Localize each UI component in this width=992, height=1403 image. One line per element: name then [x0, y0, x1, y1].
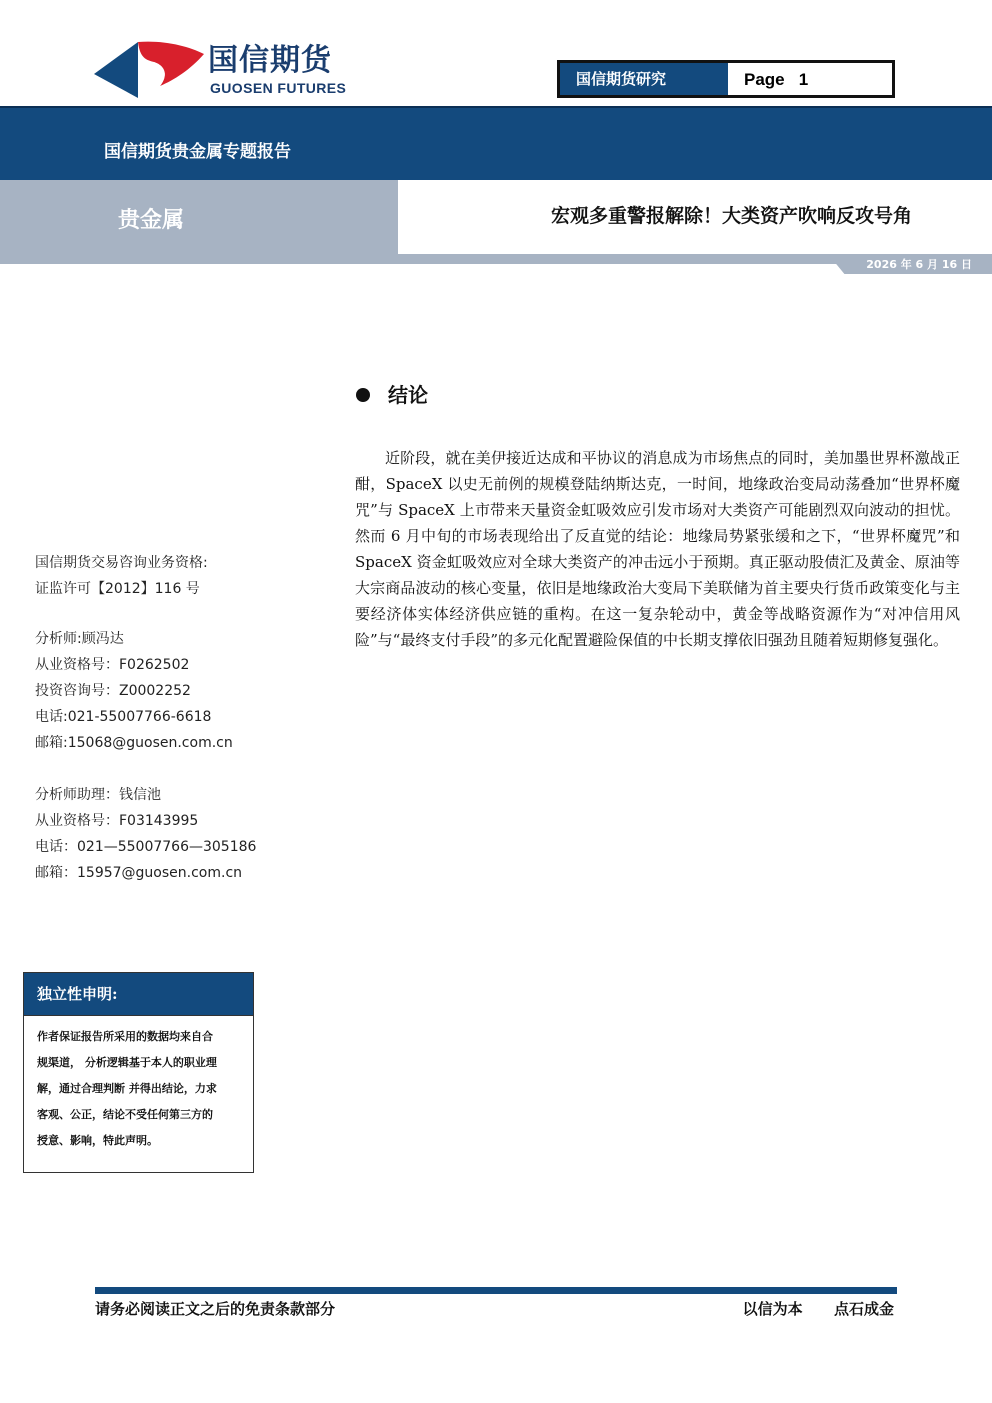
independence-declaration [23, 972, 254, 1173]
section-title: 结论 [388, 383, 428, 407]
assistant-phone: 电话：021—55007766—305186 [35, 839, 257, 855]
report-date: 2026 年 6 月 16 日 [866, 258, 972, 271]
page-title: 宏观多重警报解除！大类资产吹响反攻号角 [550, 205, 912, 227]
research-label: 国信期货研究 [560, 63, 728, 95]
analyst-email: 邮箱:15068@guosen.com.cn [35, 735, 233, 751]
qualification-line: 国信期货交易咨询业务资格: [35, 555, 208, 571]
assistant-block [35, 782, 325, 886]
logo-chinese-name: 国信期货 [208, 43, 332, 78]
title-box [398, 180, 992, 254]
analyst-consult-license: 投资咨询号：Z0002252 [35, 683, 191, 699]
assistant-license: 从业资格号：F03143995 [35, 813, 199, 829]
sector-label: 贵金属 [118, 207, 185, 233]
assistant-email: 邮箱：15957@guosen.com.cn [35, 865, 243, 881]
declaration-title: 独立性申明: [24, 973, 253, 1016]
declaration-line: 解，通过合理判断 并得出结论，力求 [37, 1082, 217, 1095]
declaration-line: 作者保证报告所采用的数据均来自合 [37, 1030, 213, 1043]
analyst-block [35, 626, 325, 756]
logo-english-name: GUOSEN FUTURES [210, 80, 347, 96]
footer-motto: 以信为本 点石成金 [742, 1300, 894, 1318]
analyst-license: 从业资格号：F0262502 [35, 657, 190, 673]
assistant-name: 分析师助理：钱信池 [35, 787, 161, 803]
page-number: Page 1 [744, 70, 809, 89]
report-type: 国信期货贵金属专题报告 [104, 142, 291, 162]
declaration-line: 授意、影响，特此声明。 [37, 1134, 158, 1147]
qualification-block [35, 550, 325, 602]
page-indicator [557, 60, 895, 98]
bullet-icon [356, 388, 370, 402]
footer-divider [95, 1287, 897, 1294]
guosen-logo-icon [94, 40, 204, 98]
declaration-line: 规渠道， 分析逻辑基于本人的职业理 [37, 1056, 217, 1069]
qualification-line: 证监许可【2012】116 号 [35, 581, 200, 597]
declaration-line: 客观、公正，结论不受任何第三方的 [37, 1108, 213, 1121]
declaration-body [24, 1016, 253, 1154]
footer-disclaimer: 请务必阅读正文之后的免责条款部分 [95, 1300, 336, 1318]
analyst-phone: 电话:021-55007766-6618 [35, 709, 212, 725]
conclusion-paragraph: 近阶段，就在美伊接近达成和平协议的消息成为市场焦点的同时，美加墨世界杯激战正酣，SpaceX 以史无前例的规模登陆纳斯达克，一时间，地缘政治变局动荡叠加“世界杯魔咒”与 SpaceX 上市带来天量资金虹吸效应引发市场对大类资产可能剧烈双向波动的担忧。然而 6 月中旬的市场表现给出了反直觉的结论：地缘局势紧张缓和之下，“世界杯魔咒”和 SpaceX 资金虹吸效应对全球大类资产的冲击远小于预期。真正驱动股债汇及黄金、原油等大宗商品波动的核心变量，依旧是地缘政治大变局下美联储为首主要央行货币政策变化与主要经济体实体经济供应链的重构。在这一复杂轮动中，黄金等战略资源作为“对冲信用风险”与“最终支付手段”的多元化配置避险保值的中长期支撑依旧强劲且随着短期修复强化。 [355, 449, 960, 649]
analyst-name: 分析师:顾冯达 [35, 631, 124, 647]
